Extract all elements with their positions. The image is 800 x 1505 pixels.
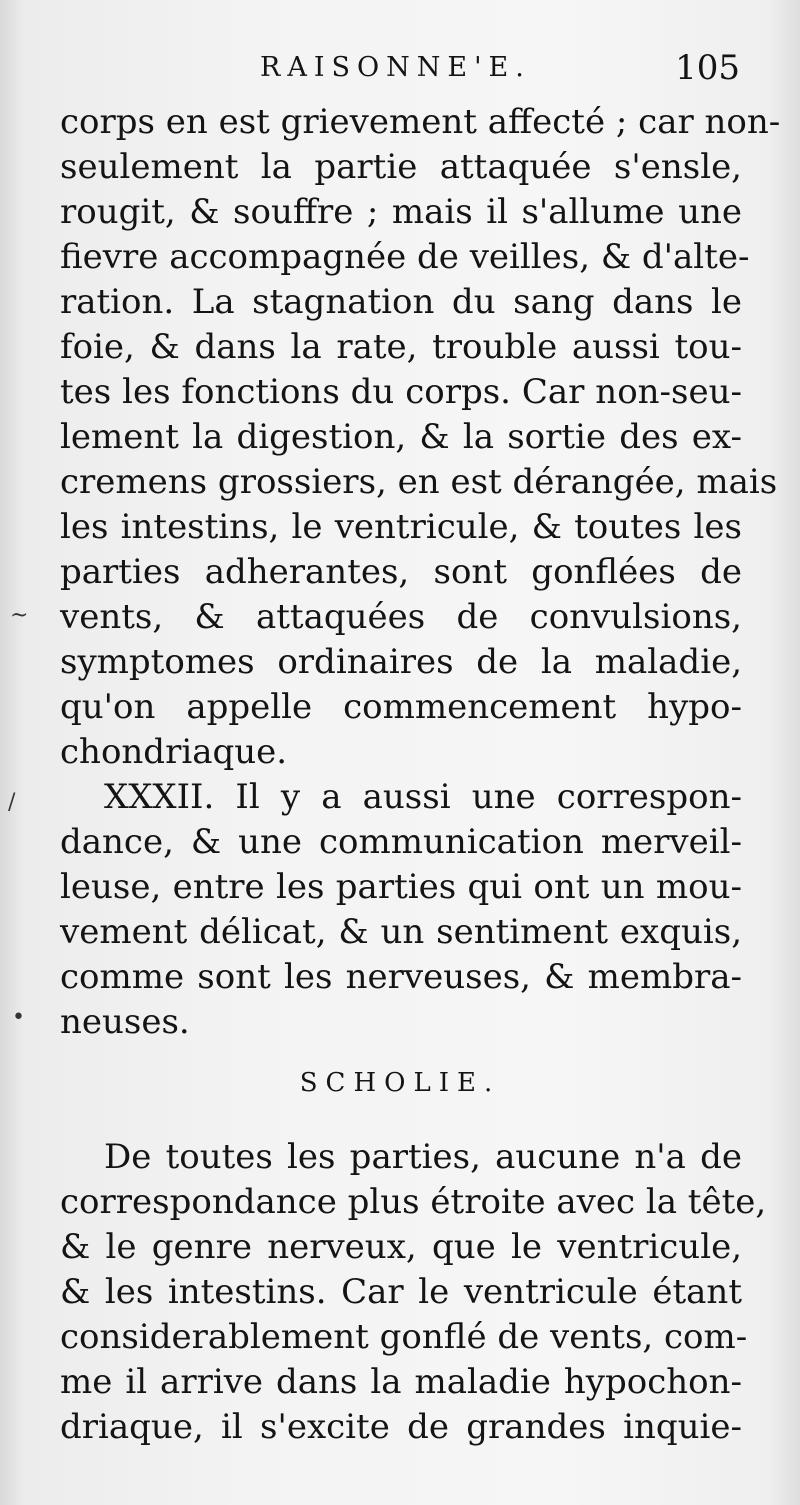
page-number: 105 — [675, 48, 740, 88]
text-line: neuses. — [60, 1002, 190, 1042]
text-line: chondriaque. — [60, 732, 288, 772]
text-line: fievre accompagnée de veilles, & d'alte- — [60, 237, 750, 277]
text-line: corps en est grievement affecté ; car non- — [60, 102, 781, 142]
text-line: De toutes les parties, aucune n'a de — [104, 1137, 742, 1177]
text-line: correspondance plus étroite avec la tête, — [60, 1182, 767, 1222]
page-header — [60, 48, 740, 98]
margin-dot-mark: • — [12, 1005, 25, 1030]
text-line: symptomes ordinaires de la maladie, — [60, 642, 742, 682]
text-line: leuse, entre les parties qui ont un mou- — [60, 867, 742, 907]
body-text — [60, 100, 781, 1045]
running-title: RAISONNE'E. — [260, 52, 531, 83]
text-line: qu'on appelle commencement hypo- — [60, 687, 742, 727]
text-line: & les intestins. Car le ventricule étant — [60, 1272, 742, 1312]
text-line: vement délicat, & un sentiment exquis, — [60, 912, 742, 952]
text-line: dance, & une communication merveil- — [60, 822, 742, 862]
text-line: comme sont les nerveuses, & membra- — [60, 957, 742, 997]
text-line: me il arrive dans la maladie hypochon- — [60, 1362, 742, 1402]
text-line: tes les fonctions du corps. Car non-seu- — [60, 372, 742, 412]
margin-slash-mark: / — [8, 790, 16, 815]
text-line: ration. La stagnation du sang dans le — [60, 282, 742, 322]
text-line: cremens grossiers, en est dérangée, mais — [60, 462, 778, 502]
text-line: parties adherantes, sont gonflées de — [60, 552, 742, 592]
margin-dash-mark: ~ — [10, 603, 29, 628]
text-line: driaque, il s'excite de grandes inquie- — [60, 1407, 742, 1447]
text-line: foie, & dans la rate, trouble aussi tou- — [60, 327, 742, 367]
text-line: rougit, & souffre ; mais il s'allume une — [60, 192, 742, 232]
text-line: & le genre nerveux, que le ventricule, — [60, 1227, 742, 1267]
scholie-text — [60, 1135, 767, 1450]
text-line: les intestins, le ventricule, & toutes les — [60, 507, 742, 547]
article-line: XXXII. Il y a aussi une correspon- — [104, 777, 742, 817]
text-line: considerablement gonflé de vents, com- — [60, 1317, 748, 1357]
text-line: lement la digestion, & la sortie des ex- — [60, 417, 742, 457]
text-line: vents, & attaquées de convulsions, — [60, 597, 742, 637]
text-line: seulement la partie attaquée s'ensle, — [60, 147, 742, 187]
section-heading: SCHOLIE. — [299, 1068, 501, 1098]
